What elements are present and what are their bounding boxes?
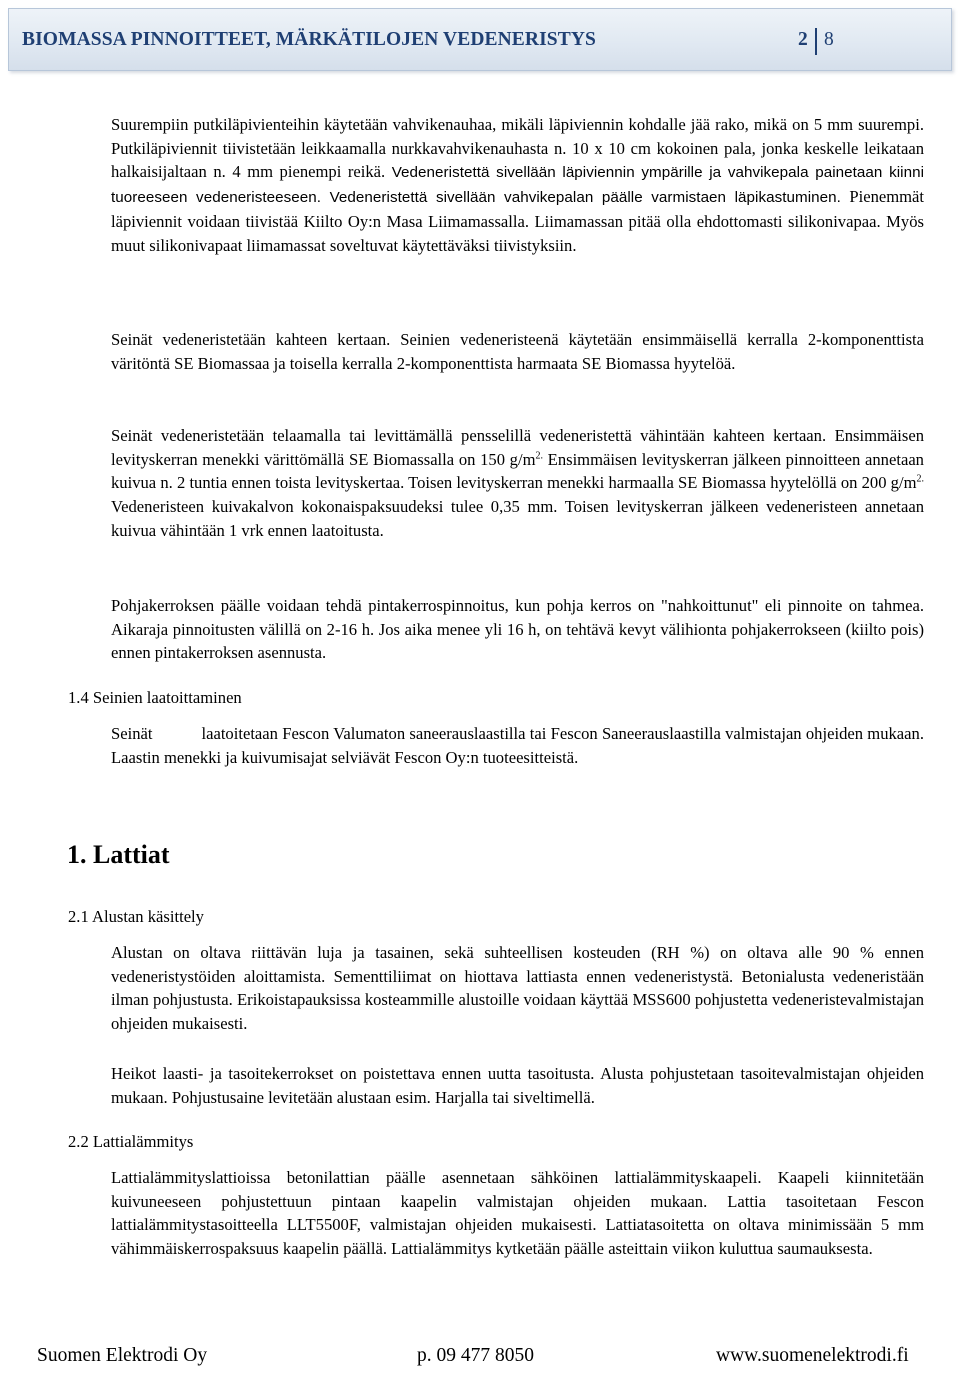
page-number-divider — [815, 28, 817, 55]
paragraph-weak-layers — [111, 1062, 924, 1109]
superscript: 2. — [535, 450, 543, 462]
section-heading-2-1: 2.1 Alustan käsittely — [68, 907, 204, 926]
page-number: 2 — [798, 29, 808, 50]
section-heading-2-2: 2.2 Lattialämmitys — [68, 1132, 194, 1151]
paragraph-text: Vedeneristeen kuivakalvon kokonaispaksuudeksi tulee 0,35 mm. Toisen levityskerran jälkeen vedeneristeen annetaan kuivua vähintään 1 vrk ennen laatoitusta. — [111, 497, 924, 540]
paragraph-text: Lattialämmityslattioissa betonilattian päälle asennetaan sähköinen lattialämmityskaapeli. Kaapeli kiinnitetään kuivuneeseen pohjustettuun pintaan kaapelin valmistajan ohjeiden mukaan. Lattia tasoitetaan Fescon lattialämmitystasoitteella LLT5500F, valmistajan ohjeiden mukaisesti. Lattiatasoitetta on oltava minimissään 5 mm vähimmäiskerrospaksuus kaapelin päällä. Lattialämmitys kytketään päälle asteittain viikon kuluttua saumauksesta. — [111, 1168, 924, 1259]
paragraph-text: Pienemmät läpiviennit voidaan tiivistää Kiilto Oy:n Masa Liimamassalla. Liimamassan pitää olla ehdottomasti silikonivapaa. Myös muut silikonivapaat liimamassat soveltuvat käytettäväksi tiivistyksiin. — [111, 187, 925, 255]
paragraph-text: Seinät — [111, 724, 153, 743]
superscript: 2. — [916, 473, 924, 485]
page-header — [8, 8, 952, 71]
main-heading-floors: 1. Lattiat — [67, 840, 170, 869]
paragraph-text: laatoitetaan Fescon Valumaton saneerauslaastilla tai Fescon Saneerauslaastilla valmistajan ohjeiden mukaan. Laastin menekki ja kuivumisajat selviävät Fescon Oy:n tuoteesitteistä. — [111, 724, 924, 767]
section-heading-1-4: 1.4 Seinien laatoittaminen — [68, 688, 242, 707]
paragraph-text: Alustan on oltava riittävän luja ja tasainen, sekä suhteellisen kosteuden (RH %) on oltava alle 90 % ennen vedeneristystöiden aloittamista. Sementtiliimat on hiottava lattiasta ennen vedeneristystä. Betonialusta vedeneristään ilman pohjustusta. Erikoistapauksissa kosteammille alustoille voidaan käyttää MSS600 pohjustetta vedeneristevalmistajan ohjeiden mukaisesti. — [111, 943, 924, 1034]
paragraph-floor-heating — [111, 1166, 924, 1261]
page-total: 8 — [824, 29, 834, 50]
paragraph-text-sans: Vedeneristettä sivellään läpiviennin ympärille ja vahvikepala painetaan kiinni tuoreeseen vedeneristeeseen. Vedeneristettä sivellään vahvikepalan päälle varmistaen läpikastuminen. — [111, 164, 924, 207]
paragraph-surface-coat — [111, 594, 924, 665]
paragraph-text: Suurempiin putkiläpivienteihin käytetään vahvikenauhaa, mikäli läpiviennin kohdalle jää rako, mikä on 5 mm suurempi. Putkiläpiviennit tiivistetään leikkaamalla nurkkavahvikenauhasta n. 10 x 10 cm kokoinen pala, jonka keskelle leikataan halkaisijaltaan n. 4 mm pienempi reikä. — [111, 115, 924, 182]
paragraph-wall-waterproofing — [111, 328, 924, 375]
footer-company: Suomen Elektrodi Oy — [37, 1345, 208, 1366]
paragraph-text: Ensimmäisen levityskerran jälkeen pinnoitteen annetaan kuivua n. 2 tuntia ennen toista levityskertaa. Toisen levityskerran menekki harmaalla SE Biomassa hyytelöllä on 200 g/m — [111, 449, 924, 493]
paragraph-substrate — [111, 941, 924, 1036]
paragraph-text: Seinät vedeneristetään telaamalla tai levittämällä pensselillä vedeneristettä vähintään kahteen kertaan. Ensimmäisen levityskerran menekki värittömällä SE Biomassalla on 150 g/m — [111, 426, 924, 469]
paragraph-wall-tiling — [111, 722, 924, 769]
footer-website: www.suomenelektrodi.fi — [716, 1345, 909, 1366]
paragraph-pipe-penetrations — [111, 113, 924, 257]
footer-phone: p. 09 477 8050 — [417, 1345, 534, 1366]
paragraph-text: Heikot laasti- ja tasoitekerrokset on poistettava ennen uutta tasoitusta. Alusta pohjustetaan tasoitevalmistajan ohjeiden mukaan. Pohjustusaine levitetään alustaan esim. Harjalla tai siveltimellä. — [111, 1064, 924, 1107]
paragraph-text: Pohjakerroksen päälle voidaan tehdä pintakerrospinnoitus, kun pohja kerros on "nahkoittunut" eli pinnoite on tahmea. Aikaraja pinnoitusten välillä on 2-16 h. Jos aika menee yli 16 h, on tehtävä kevyt välihionta pohjakerrokseen (kiilto pois) ennen pintakerroksen asennusta. — [111, 596, 924, 663]
header-title: BIOMASSA PINNOITTEET, MÄRKÄTILOJEN VEDENERISTYS — [22, 29, 596, 50]
paragraph-application — [111, 424, 924, 543]
paragraph-text: Seinät vedeneristetään kahteen kertaan. Seinien vedeneristeenä käytetään ensimmäisellä kerralla 2-komponenttista väritöntä SE Biomassaa ja toisella kerralla 2-komponenttista harmaata SE Biomassa hyytelöä. — [111, 330, 924, 373]
